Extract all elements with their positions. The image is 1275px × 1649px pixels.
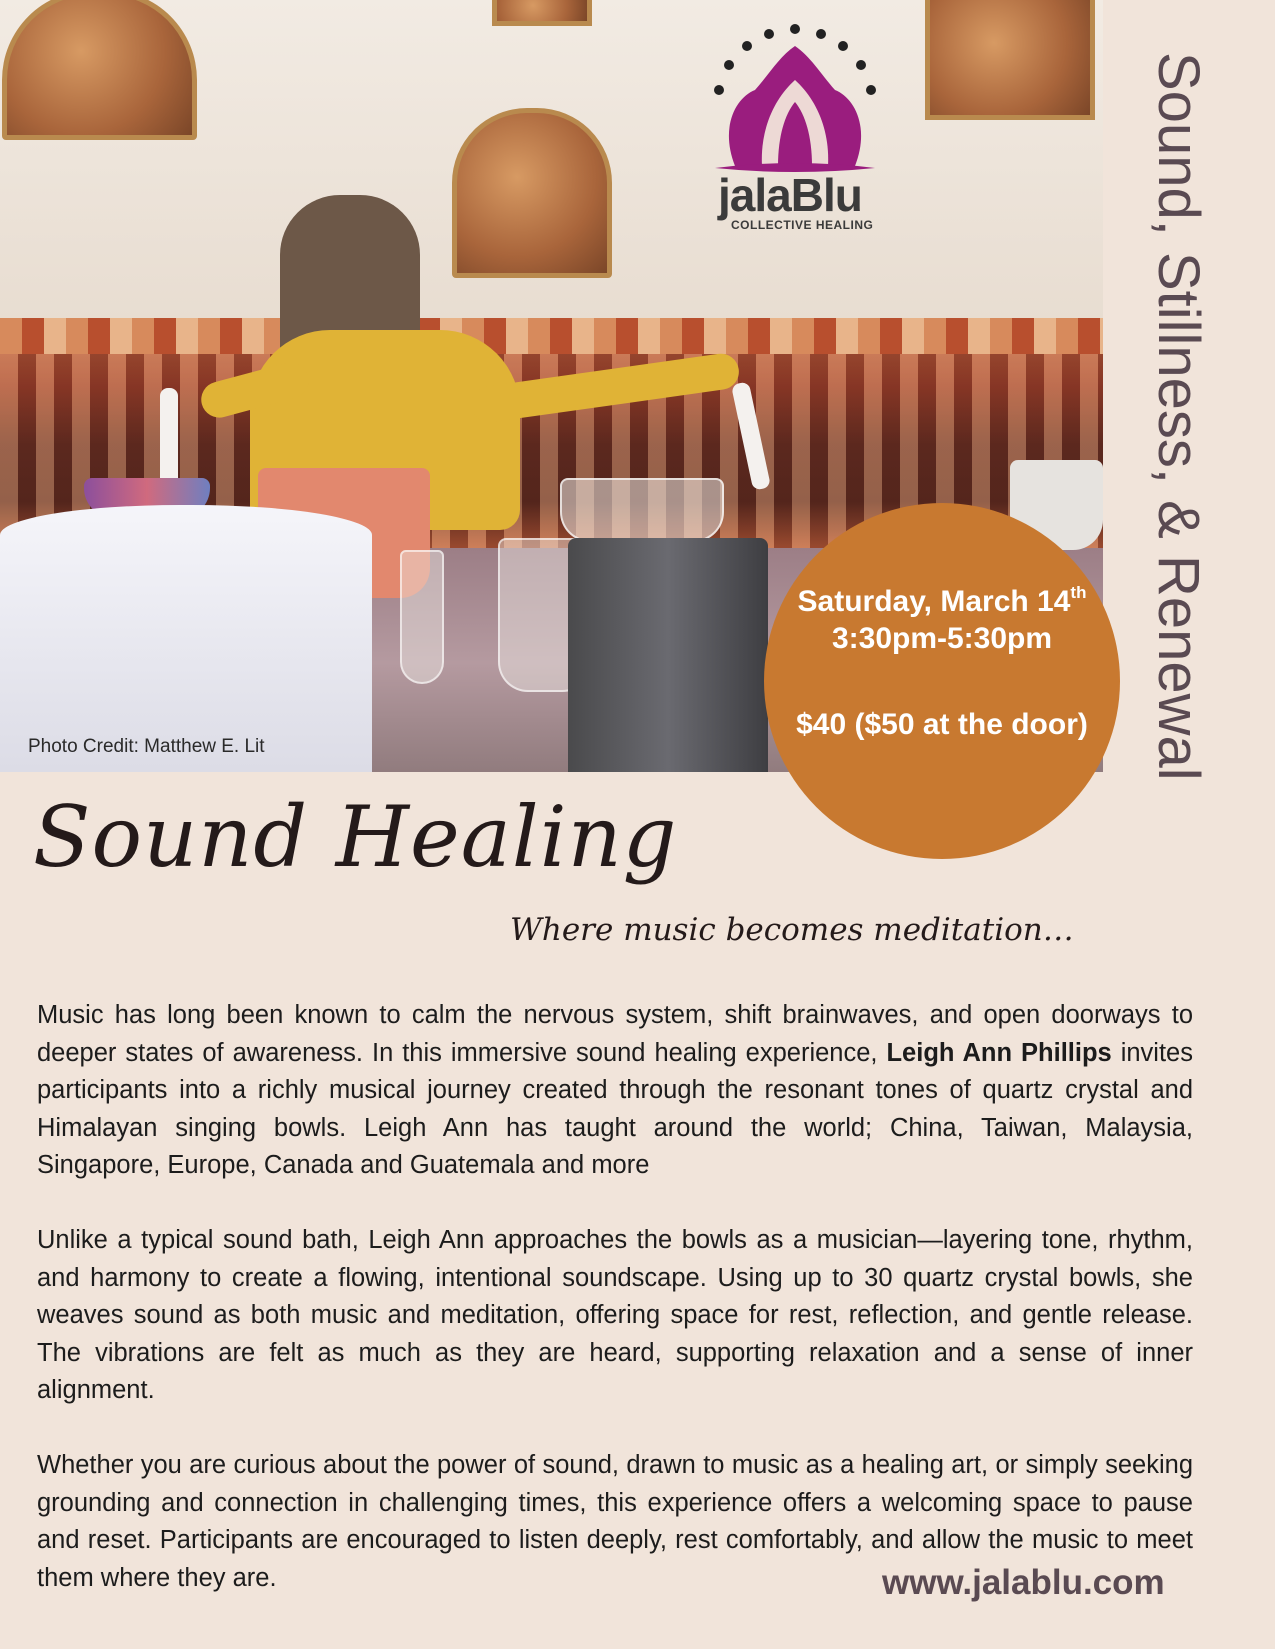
- crystal-bowl-dark: [568, 538, 768, 772]
- photo-credit: Photo Credit: Matthew E. Lit: [28, 736, 265, 757]
- page-subtitle: Where music becomes meditation…: [510, 912, 1074, 948]
- wall-art-right: [925, 0, 1095, 120]
- body-paragraph-2: Unlike a typical sound bath, Leigh Ann approaches the bowls as a musician—layering tone, rhythm, and harmony to create a flowing, intentional soundscape. Using up to 30 quartz crystal bowls, she weaves sound as both music and meditation, offering space for rest, reflection, and gentle release. The vibrations are felt as much as they are heard, supporting relaxation and a sense of inner alignment.: [37, 1226, 1193, 1404]
- crystal-bowl: [560, 478, 724, 542]
- event-time: 3:30pm-5:30pm: [831, 622, 1053, 655]
- website-link[interactable]: www.jalablu.com: [882, 1563, 1165, 1602]
- performer-name: Leigh Ann Phillips: [886, 1038, 1112, 1067]
- event-price: $40 ($50 at the door): [796, 708, 1088, 741]
- event-day: [764, 583, 1120, 619]
- p1-text-after: invites participants into a richly musical journey created through the resonant tones of quartz crystal and Himalayan singing bowls. Leigh Ann has taught around the world; China, Taiwan, Malaysia, Singapore, Europe, Canada and Guatemala and more: [37, 1038, 1193, 1179]
- p1-text-before: Music has long been known to calm the nervous system, shift brainwaves, and open doorways to deeper states of awareness. In this immersive sound healing experience,: [37, 1001, 1193, 1067]
- crystal-bowl-white: [0, 505, 372, 772]
- body-paragraph-1: [37, 997, 1193, 1185]
- brand-name: jalaBlu: [718, 169, 862, 221]
- wall-art-center: [452, 108, 612, 278]
- rug-border: [0, 318, 1103, 354]
- wall-art-left: [2, 0, 197, 140]
- body-paragraph-3: Whether you are curious about the power of sound, drawn to music as a healing art, or simply seeking grounding and connection in challenging times, this experience offers a welcoming space to pause and reset. Participants are encouraged to listen deeply, rest comfortably, and allow the music to meet them where they are.: [37, 1451, 1193, 1592]
- event-day-suffix: th: [1070, 583, 1087, 602]
- event-day-text: Saturday, March 14: [797, 585, 1071, 618]
- event-badge: [764, 503, 1120, 859]
- side-title: Sound, Stillness, & Renewal: [1146, 52, 1211, 781]
- page-title: Sound Healing: [33, 788, 678, 886]
- brand-tagline: COLLECTIVE HEALING: [731, 218, 874, 232]
- wall-art-top: [492, 0, 592, 26]
- crystal-bowl: [400, 550, 444, 684]
